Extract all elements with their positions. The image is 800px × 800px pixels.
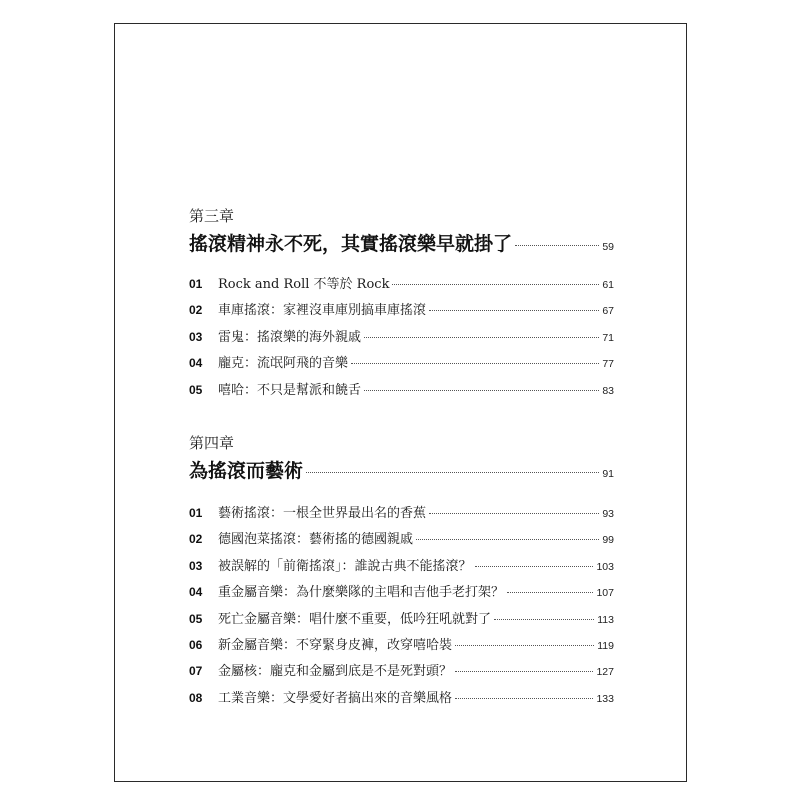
toc-entry bbox=[189, 528, 614, 554]
section-title: 新金屬音樂：不穿緊身皮褲，改穿嘻哈裝 bbox=[218, 637, 453, 653]
toc-entry bbox=[189, 299, 614, 325]
dot-leader bbox=[392, 284, 599, 285]
dot-leader bbox=[416, 539, 599, 540]
section-number: 07 bbox=[189, 664, 203, 679]
toc-entry bbox=[189, 581, 614, 607]
section-title: 德國泡菜搖滾：藝術搖的德國親戚 bbox=[218, 532, 414, 548]
toc-entry bbox=[189, 608, 614, 634]
section-title: 藝術搖滾：一根全世界最出名的香蕉 bbox=[218, 506, 427, 521]
toc-entry bbox=[189, 555, 614, 581]
dot-leader bbox=[494, 619, 594, 620]
section-number: 05 bbox=[189, 611, 203, 626]
chapter-heading bbox=[189, 456, 614, 486]
toc-entry bbox=[189, 273, 614, 299]
chapter-label: 第四章 bbox=[189, 434, 235, 452]
section-number: 02 bbox=[189, 532, 203, 547]
dot-leader bbox=[306, 472, 599, 473]
dot-leader bbox=[429, 310, 599, 311]
section-number: 04 bbox=[189, 356, 203, 371]
dot-leader bbox=[455, 671, 593, 672]
chapter-heading bbox=[189, 229, 614, 259]
chapter-page-number: 91 bbox=[602, 468, 614, 480]
toc-entry bbox=[189, 660, 614, 686]
dot-leader bbox=[429, 513, 599, 514]
chapter-four bbox=[189, 434, 614, 713]
chapter-title: 為搖滾而藝術 bbox=[189, 460, 304, 482]
dot-leader bbox=[364, 390, 599, 391]
dot-leader bbox=[475, 566, 594, 567]
chapter-title: 搖滾精神永不死，其實搖滾樂早就掛了 bbox=[189, 233, 513, 255]
toc-entry bbox=[189, 634, 614, 660]
section-page-number: 61 bbox=[602, 279, 614, 291]
section-title: 死亡金屬音樂：唱什麼不重要，低吟狂吼就對了 bbox=[218, 611, 492, 627]
section-page-number: 119 bbox=[597, 639, 614, 652]
dot-leader bbox=[351, 363, 599, 364]
section-title: 龐克：流氓阿飛的音樂 bbox=[218, 356, 349, 372]
section-title: 雷鬼：搖滾樂的海外親戚 bbox=[218, 329, 362, 345]
section-page-number: 93 bbox=[602, 508, 614, 520]
chapter-page-number: 59 bbox=[602, 241, 614, 253]
dot-leader bbox=[455, 645, 594, 646]
section-title: 工業音樂：文學愛好者搞出來的音樂風格 bbox=[218, 690, 453, 706]
section-title: 車庫搖滾：家裡沒車庫別搞車庫搖滾 bbox=[218, 303, 427, 319]
section-page-number: 67 bbox=[602, 305, 614, 318]
section-page-number: 127 bbox=[596, 666, 614, 679]
toc-entry bbox=[189, 502, 614, 528]
section-title: 嘻哈：不只是幫派和饒舌 bbox=[218, 382, 362, 398]
toc-entry bbox=[189, 379, 614, 405]
section-title: 被誤解的「前衛搖滾」：誰說古典不能搖滾？ bbox=[218, 558, 472, 574]
section-page-number: 99 bbox=[602, 534, 614, 547]
section-list bbox=[189, 273, 614, 405]
dot-leader bbox=[455, 698, 593, 699]
toc-entry bbox=[189, 352, 614, 378]
section-number: 06 bbox=[189, 637, 203, 652]
section-number: 03 bbox=[189, 329, 203, 344]
section-page-number: 133 bbox=[596, 692, 614, 705]
section-page-number: 107 bbox=[596, 587, 614, 600]
section-number: 02 bbox=[189, 303, 203, 318]
section-title: Rock and Roll 不等於 Rock bbox=[218, 277, 390, 292]
section-page-number: 71 bbox=[602, 331, 614, 344]
section-list bbox=[189, 502, 614, 713]
toc-entry bbox=[189, 687, 614, 713]
section-number: 04 bbox=[189, 585, 203, 600]
section-page-number: 77 bbox=[602, 358, 614, 371]
dot-leader bbox=[515, 245, 599, 246]
section-number: 03 bbox=[189, 558, 203, 573]
chapter-label: 第三章 bbox=[189, 207, 235, 225]
section-title: 重金屬音樂：為什麼樂隊的主唱和吉他手老打架？ bbox=[218, 585, 505, 601]
section-number: 08 bbox=[189, 690, 203, 705]
section-number: 01 bbox=[189, 506, 203, 520]
section-title: 金屬核：龐克和金屬到底是不是死對頭？ bbox=[218, 664, 453, 680]
dot-leader bbox=[364, 337, 599, 338]
section-page-number: 113 bbox=[597, 613, 614, 626]
section-page-number: 83 bbox=[602, 384, 614, 397]
chapter-three bbox=[189, 207, 614, 405]
toc-entry bbox=[189, 326, 614, 352]
section-page-number: 103 bbox=[596, 560, 614, 573]
section-number: 01 bbox=[189, 277, 203, 291]
section-number: 05 bbox=[189, 382, 203, 397]
dot-leader bbox=[507, 592, 593, 593]
